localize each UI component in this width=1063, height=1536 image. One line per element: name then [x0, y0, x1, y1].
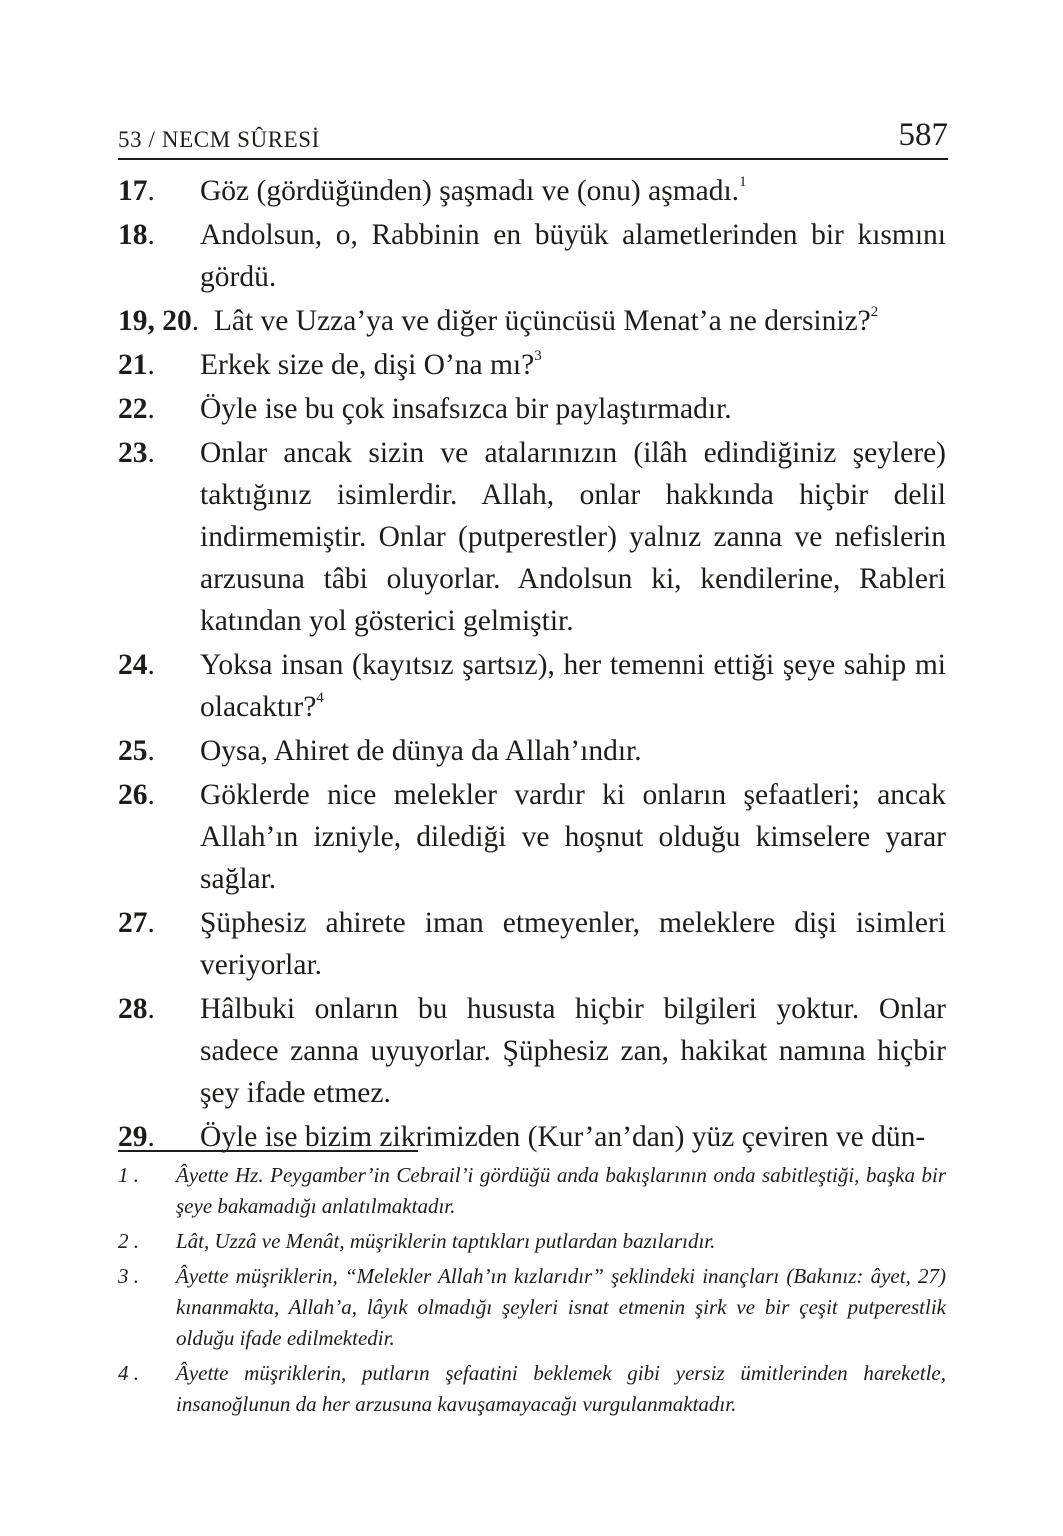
- verse-number: 27.: [118, 907, 155, 939]
- verse-number: 25.: [118, 735, 155, 767]
- verse-text: Öyle ise bizim zikrimizden (Kur’an’dan) yüz çeviren ve dün-: [200, 1121, 926, 1153]
- footnote-text: Âyette müşriklerin, “Melekler Allah’ın kızlarıdır” şeklindeki inançları (Bakınız: âyet, 27) kınanmakta, Allah’a, lâyık olmadığı şeyleri isnat etmenin şirk ve bir çeşit putperestlik olduğu ifade edilmektedir.: [176, 1264, 946, 1350]
- footnote-text: Âyette Hz. Peygamber’in Cebrail’i gördüğü anda bakışlarının onda sabitleştiği, başka bir şeye bakamadığı anlatılmaktadır.: [176, 1163, 946, 1218]
- footnote-2: [118, 1226, 946, 1257]
- verse-number: 17.: [118, 175, 155, 207]
- footnote-text: Âyette müşriklerin, putların şefaatini beklemek gibi yersiz ümitlerinden hareketle, insanoğlunun da her arzusuna kavuşamayacağı vurgulanmaktadır.: [176, 1361, 946, 1416]
- footnote-ref: 4: [316, 690, 324, 706]
- footnote-number: 3 .: [118, 1264, 139, 1288]
- footnote-number: 4 .: [118, 1361, 139, 1385]
- verse-text: Göklerde nice melekler vardır ki onların şefaatleri; ancak Allah’ın izniyle, dilediği ve hoşnut olduğu kimselere yarar sağlar.: [200, 779, 946, 895]
- verse-number: 24.: [118, 649, 155, 681]
- verse-text: Öyle ise bu çok insafsızca bir paylaştırmadır.: [200, 393, 732, 425]
- verse-text: Erkek size de, dişi O’na mı?: [200, 349, 535, 381]
- verse-25: [118, 730, 946, 772]
- page-header: [118, 112, 948, 160]
- footnote-4: [118, 1358, 946, 1420]
- verse-text: Göz (gördüğünden) şaşmadı ve (onu) aşmadı.: [200, 175, 740, 207]
- verse-18: [118, 214, 946, 298]
- verse-21: [118, 344, 946, 386]
- verse-number: 18.: [118, 219, 155, 251]
- verse-number: 19, 20.: [118, 305, 207, 337]
- verse-23: [118, 432, 946, 642]
- verse-text: Andolsun, o, Rabbinin en büyük alametlerinden bir kısmını gördü.: [200, 219, 946, 293]
- verse-list: [118, 170, 946, 1160]
- footnote-ref: 1: [739, 174, 747, 190]
- footnote-text: Lât, Uzzâ ve Menât, müşriklerin taptıkları putlardan bazılarıdır.: [176, 1229, 716, 1253]
- verse-number: 23.: [118, 437, 155, 469]
- footnote-number: 1 .: [118, 1163, 139, 1187]
- verse-number: 21.: [118, 349, 155, 381]
- verse-17: [118, 170, 946, 212]
- verse-number: 29.: [118, 1121, 155, 1153]
- footnote-number: 2 .: [118, 1229, 139, 1253]
- verse-text: Şüphesiz ahirete iman etmeyenler, meleklere dişi isimleri veriyorlar.: [200, 907, 946, 981]
- verse-number: 28.: [118, 993, 155, 1025]
- page-number: 587: [898, 117, 948, 153]
- verse-19-20: [118, 300, 946, 342]
- verse-26: [118, 774, 946, 900]
- verse-text: Onlar ancak sizin ve atalarınızın (ilâh edindiğiniz şeylere) taktığınız isimlerdir. Allah, onlar hakkında hiçbir delil indirmemiştir. Onlar (putperestler) yalnız zanna ve nefislerin arzusuna tâbi oluyorlar. Andolsun ki, kendilerine, Rableri katından yol gösterici gelmiştir.: [200, 437, 946, 637]
- verse-text: Oysa, Ahiret de dünya da Allah’ındır.: [200, 735, 642, 767]
- verse-28: [118, 988, 946, 1114]
- verse-27: [118, 902, 946, 986]
- footnote-list: [118, 1160, 946, 1424]
- verse-number: 22.: [118, 393, 155, 425]
- verse-text: Yoksa insan (kayıtsız şartsız), her temenni ettiği şeye sahip mi olacaktır?: [200, 649, 946, 723]
- running-head: 53 / NECM SÛRESİ: [118, 127, 320, 152]
- verse-22: [118, 388, 946, 430]
- footnote-3: [118, 1261, 946, 1354]
- footnote-ref: 3: [534, 348, 542, 364]
- verse-24: [118, 644, 946, 728]
- verse-text: Hâlbuki onların bu hususta hiçbir bilgileri yoktur. Onlar sadece zanna uyuyorlar. Şüphesiz zan, hakikat namına hiçbir şey ifade etmez.: [200, 993, 946, 1109]
- footnote-1: [118, 1160, 946, 1222]
- footnote-separator: [118, 1150, 418, 1152]
- verse-number: 26.: [118, 779, 155, 811]
- footnote-ref: 2: [870, 304, 879, 320]
- verse-text: Lât ve Uzza’ya ve diğer üçüncüsü Menat’a ne dersiniz?: [213, 305, 871, 337]
